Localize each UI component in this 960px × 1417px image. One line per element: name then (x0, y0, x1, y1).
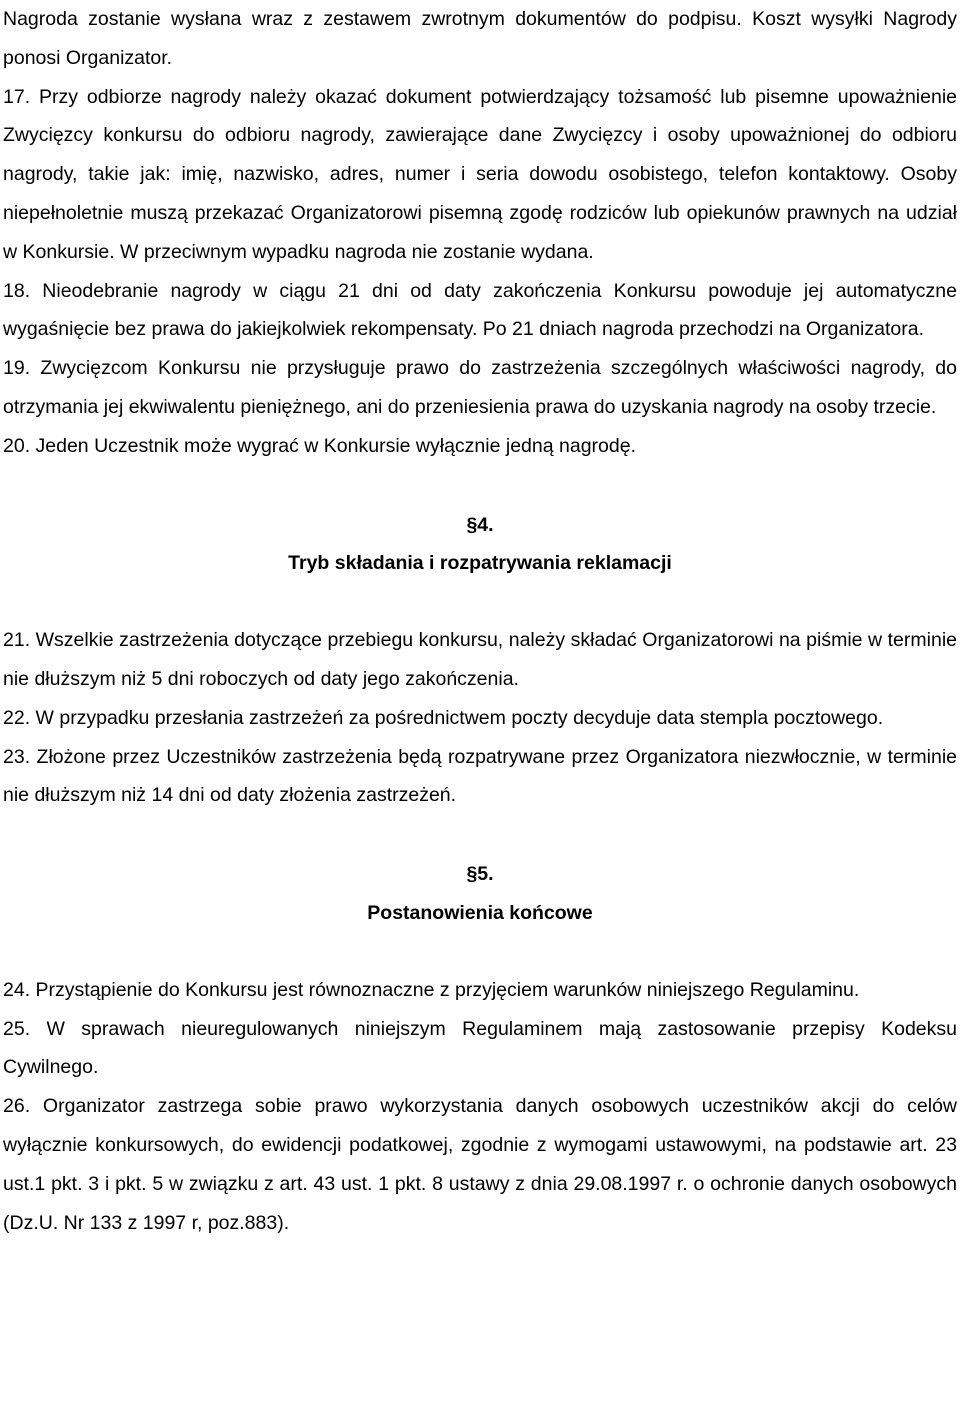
paragraph-25: 25. W sprawach nieuregulowanych niniejszym Regulaminem mają zastosowanie przepisy Kodeksu Cywilnego. (3, 1017, 957, 1079)
section-5-title: Postanowienia końcowe (367, 901, 593, 924)
section-5-number: §5. (466, 863, 494, 886)
paragraph-24: 24. Przystąpienie do Konkursu jest równoznaczne z przyjęciem warunków niniejszego Regulaminu. (3, 978, 860, 1001)
section-4-number: §4. (466, 513, 494, 536)
document-page (3, 0, 957, 1242)
paragraph-20: 20. Jeden Uczestnik może wygrać w Konkursie wyłącznie jedną nagrodę. (3, 434, 636, 457)
paragraph-22: 22. W przypadku przesłania zastrzeżeń za pośrednictwem poczty decyduje data stempla pocztowego. (3, 706, 884, 729)
paragraph-26: 26. Organizator zastrzega sobie prawo wykorzystania danych osobowych uczestników akcji do celów wyłącznie konkursowych, do ewidencji podatkowej, zgodnie z wymogami ustawowymi, na podstawie art. 23 ust.1 pkt. 3 i pkt. 5 w związku z art. 43 ust. 1 pkt. 8 ustawy z dnia 29.08.1997 r. o ochronie danych osobowych (Dz.U. Nr 133 z 1997 r, poz.883). (3, 1095, 957, 1234)
paragraph-19: 19. Zwycięzcom Konkursu nie przysługuje prawo do zastrzeżenia szczególnych właściwości nagrody, do otrzymania jej ekwiwalentu pieniężnego, ani do przeniesienia prawa do uzyskania nagrody na osoby trzecie. (3, 357, 957, 418)
section-4-title: Tryb składania i rozpatrywania reklamacji (288, 552, 672, 575)
paragraph-23: 23. Złożone przez Uczestników zastrzeżenia będą rozpatrywane przez Organizatora niezwłocznie, w terminie nie dłuższym niż 14 dni od daty złożenia zastrzeżeń. (3, 745, 957, 807)
paragraph-18: 18. Nieodebranie nagrody w ciągu 21 dni od daty zakończenia Konkursu powoduje jej automatyczne wygaśnięcie bez prawa do jakiejkolwiek rekompensaty. Po 21 dniach nagroda przechodzi na Organizatora. (3, 279, 957, 341)
paragraph-prize-shipping: Nagroda zostanie wysłana wraz z zestawem zwrotnym dokumentów do podpisu. Koszt wysyłki Nagrody ponosi Organizator. (3, 8, 957, 69)
paragraph-21: 21. Wszelkie zastrzeżenia dotyczące przebiegu konkursu, należy składać Organizatorowi na piśmie w terminie nie dłuższym niż 5 dni roboczych od daty jego zakończenia. (3, 629, 957, 690)
paragraph-17: 17. Przy odbiorze nagrody należy okazać dokument potwierdzający tożsamość lub pisemne upoważnienie Zwycięzcy konkursu do odbioru nagrody, zawierające dane Zwycięzcy i osoby upoważnionej do odbioru nagrody, takie jak: imię, nazwisko, adres, numer i seria dowodu osobistego, telefon kontaktowy. Osoby niepełnoletnie muszą przekazać Organizatorowi pisemną zgodę rodziców lub opiekunów prawnych na udział w Konkursie. W przeciwnym wypadku nagroda nie zostanie wydana. (3, 85, 957, 263)
